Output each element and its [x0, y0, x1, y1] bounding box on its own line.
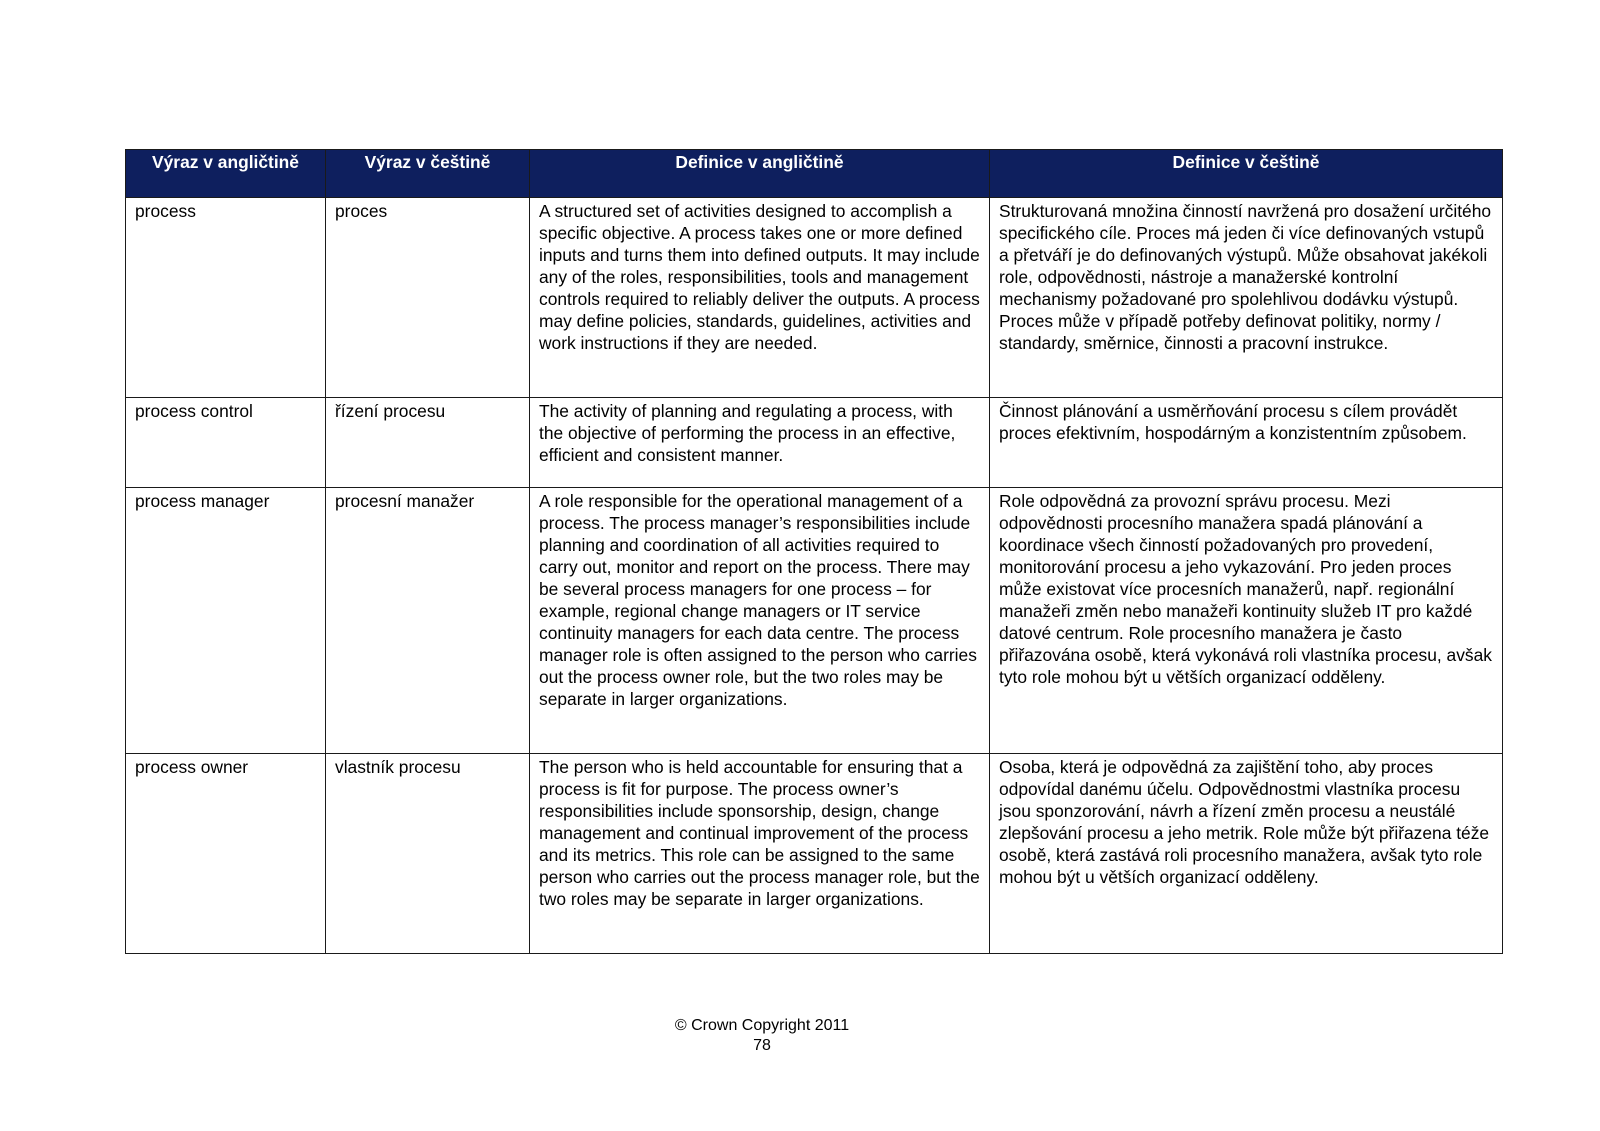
term-czech: proces [326, 198, 530, 398]
table-row [126, 754, 1503, 954]
definition-english: A role responsible for the operational management of a process. The process manager’s responsibilities include planning and coordination of all activities required to carry out, monitor and report on the process. There may be several process managers for one process – for example, regional change managers or IT service continuity managers for each data centre. The process manager role is often assigned to the person who carries out the process owner role, but the two roles may be separate in larger organizations. [530, 488, 990, 754]
glossary-table [125, 149, 1503, 954]
header-term-english: Výraz v angličtině [126, 150, 326, 198]
definition-czech: Činnost plánování a usměrňování procesu s cílem provádět proces efektivním, hospodárným a konzistentním způsobem. [990, 398, 1503, 488]
copyright-notice: © Crown Copyright 2011 [674, 1017, 850, 1034]
table-row [126, 488, 1503, 754]
page-footer [0, 1016, 1524, 1056]
term-english: process control [126, 398, 326, 488]
page-number: 78 [753, 1037, 771, 1054]
header-definition-english: Definice v angličtině [530, 150, 990, 198]
definition-czech: Role odpovědná za provozní správu procesu. Mezi odpovědnosti procesního manažera spadá plánování a koordinace všech činností požadovaných pro provedení, monitorování procesu a jeho vykazování. Pro jeden proces může existovat více procesních manažerů, např. regionální manažeři změn nebo manažeři kontinuity služeb IT pro každé datové centrum. Role procesního manažera je často přiřazována osobě, která vykonává roli vlastníka procesu, avšak tyto role mohou být u větších organizací odděleny. [990, 488, 1503, 754]
term-english: process [126, 198, 326, 398]
header-definition-czech: Definice v češtině [990, 150, 1503, 198]
table-row [126, 198, 1503, 398]
term-english: process manager [126, 488, 326, 754]
table-row [126, 398, 1503, 488]
definition-english: A structured set of activities designed to accomplish a specific objective. A process takes one or more defined inputs and turns them into defined outputs. It may include any of the roles, responsibilities, tools and management controls required to reliably deliver the outputs. A process may define policies, standards, guidelines, activities and work instructions if they are needed. [530, 198, 990, 398]
term-czech: vlastník procesu [326, 754, 530, 954]
header-term-czech: Výraz v češtině [326, 150, 530, 198]
definition-english: The activity of planning and regulating a process, with the objective of performing the process in an effective, efficient and consistent manner. [530, 398, 990, 488]
definition-czech: Osoba, která je odpovědná za zajištění toho, aby proces odpovídal danému účelu. Odpovědnostmi vlastníka procesu jsou sponzorování, návrh a řízení změn procesu a neustálé zlepšování procesu a jeho metrik. Role může být přiřazena téže osobě, která zastává roli procesního manažera, avšak tyto role mohou být u větších organizací odděleny. [990, 754, 1503, 954]
term-english: process owner [126, 754, 326, 954]
definition-english: The person who is held accountable for ensuring that a process is fit for purpose. The process owner’s responsibilities include sponsorship, design, change management and continual improvement of the process and its metrics. This role can be assigned to the same person who carries out the process manager role, but the two roles may be separate in larger organizations. [530, 754, 990, 954]
table-header-row [126, 150, 1503, 198]
term-czech: řízení procesu [326, 398, 530, 488]
term-czech: procesní manažer [326, 488, 530, 754]
definition-czech: Strukturovaná množina činností navržená pro dosažení určitého specifického cíle. Proces má jeden či více definovaných vstupů a přetváří je do definovaných výstupů. Může obsahovat jakékoli role, odpovědnosti, nástroje a manažerské kontrolní mechanismy požadované pro spolehlivou dodávku výstupů. Proces může v případě potřeby definovat politiky, normy / standardy, směrnice, činnosti a pracovní instrukce. [990, 198, 1503, 398]
